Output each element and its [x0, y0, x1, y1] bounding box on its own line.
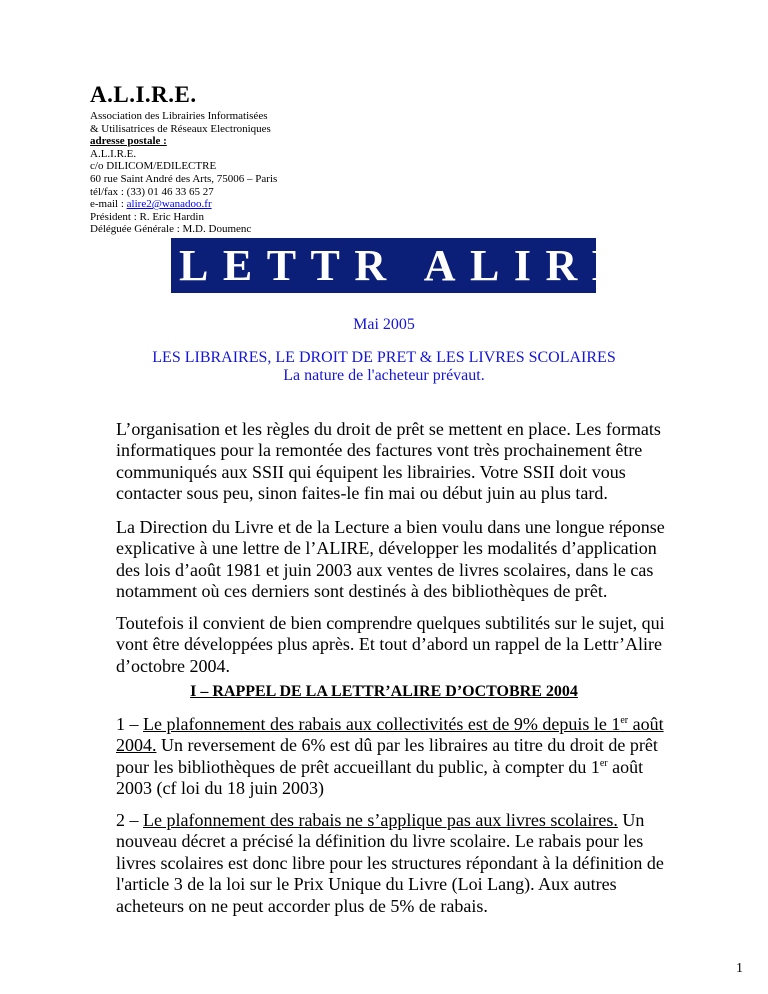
- address-line: c/o DILICOM/EDILECTRE: [90, 160, 217, 173]
- item-number: 1 –: [116, 714, 143, 734]
- address-line: & Utilisatrices de Réseaux Electroniques: [90, 122, 271, 135]
- item-emphasis-text: Le plafonnement des rabais aux collectivités est de 9% depuis le 1: [143, 714, 621, 734]
- body-paragraph-3: Toutefois il convient de bien comprendre quelques subtilités sur le sujet, qui vont être développées plus après. Et tout d’abord un rappel de la Lettr’Alire d’octobre 2004.: [116, 613, 665, 676]
- item-text: Un nouveau décret a précisé la définition du livre scolaire. Le rabais pour les livres scolaires est donc libre pour les structures répondant à la définition de l'article 3 de la loi sur le Prix Unique du Livre (Loi Lang). Aux autres acheteurs on ne peut accorder plus de 5% de rabais.: [116, 810, 664, 916]
- superscript: er: [620, 715, 629, 726]
- item-emphasis: Le plafonnement des rabais ne s’applique pas aux livres scolaires.: [143, 810, 618, 830]
- email-line: [90, 198, 277, 211]
- address-line: Association des Librairies Informatisées: [90, 110, 268, 122]
- item-number: 2 –: [116, 810, 143, 830]
- superscript: er: [599, 757, 608, 769]
- body-paragraph-1: L’organisation et les règles du droit de prêt se mettent en place. Les formats informatiques pour la remontée des factures vont très prochainement être communiqués aux SSII qui équipent les librairies. Votre SSII doit vous contacter sous peu, sinon faites-le fin mai ou début juin au plus tard.: [116, 419, 661, 504]
- item-text: août 2003 (cf loi du 18 juin 2003): [116, 756, 644, 799]
- headline-block: [0, 349, 768, 385]
- headline-subtitle: La nature de l'acheteur prévaut.: [283, 367, 485, 384]
- section-heading: I – RAPPEL DE LA LETTR’ALIRE D’OCTOBRE 2004: [190, 683, 578, 700]
- delegate-line: Déléguée Générale : M.D. Doumenc: [90, 223, 252, 236]
- street-address: 60 rue Saint André des Arts, 75006 – Paris: [90, 172, 278, 185]
- address-block: [90, 110, 277, 236]
- address-line: A.L.I.R.E.: [90, 147, 137, 160]
- email-link[interactable]: alire2@wanadoo.fr: [126, 198, 212, 211]
- page-number: 1: [736, 961, 743, 976]
- issue-date: Mai 2005: [353, 316, 415, 333]
- section-item-1: [116, 714, 676, 800]
- president-line: Président : R. Eric Hardin: [90, 210, 204, 223]
- body-paragraph-2: La Direction du Livre et de la Lecture a bien voulu dans une longue réponse explicative à une lettre de l’ALIRE, développer les modalités d’application des lois d’août 1981 et juin 2003 aux ventes de livres scolaires, dans le cas notamment où ces derniers sont destinés à des bibliothèques de prêt.: [116, 517, 665, 602]
- postal-address-label: adresse postale :: [90, 135, 167, 148]
- email-label: e-mail :: [90, 198, 127, 211]
- headline-title: LES LIBRAIRES, LE DROIT DE PRET & LES LIVRES SCOLAIRES: [152, 349, 616, 366]
- organization-title: A.L.I.R.E.: [90, 82, 197, 107]
- section-item-2: [116, 810, 676, 917]
- item-emphasis-text: août 2004.: [116, 714, 664, 756]
- item-text: Un reversement de 6% est dû par les libraires au titre du droit de prêt pour les bibliothèques de prêt accueillant du public, à compter du 1: [116, 735, 658, 777]
- phone-fax: tél/fax : (33) 01 46 33 65 27: [90, 185, 214, 198]
- newsletter-banner: LETTR ALIRE: [171, 238, 596, 293]
